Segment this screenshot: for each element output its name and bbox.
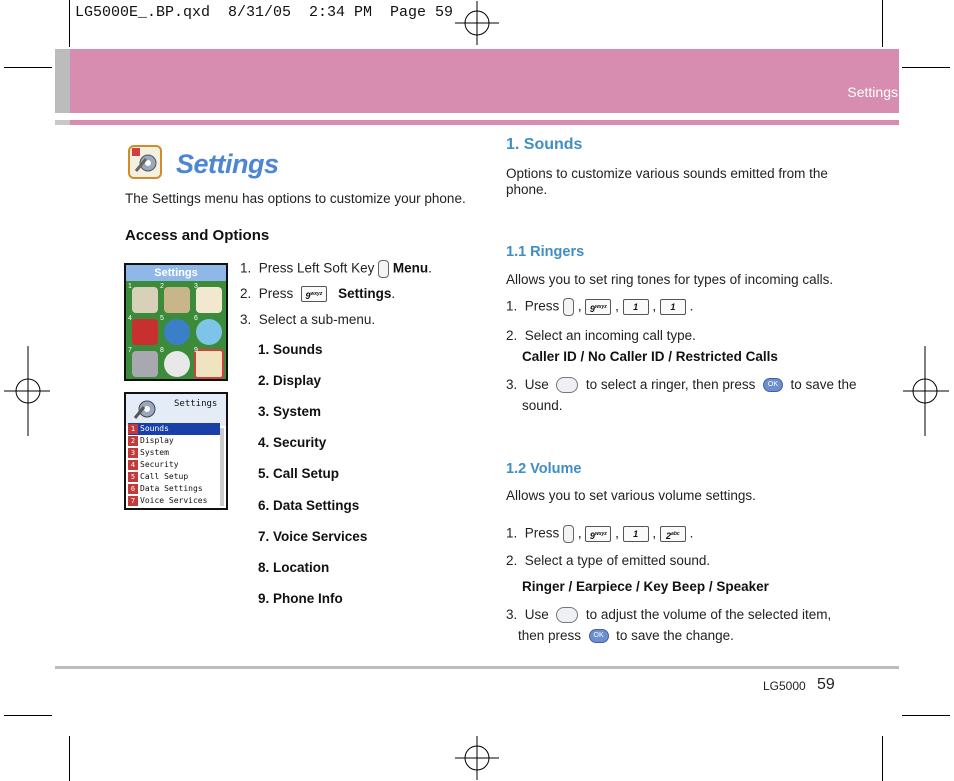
- submenu-item: 4. Security: [258, 435, 327, 450]
- submenu-item: 2. Display: [258, 373, 322, 388]
- navigation-key-icon: [556, 607, 578, 623]
- list-item: 1 Sounds: [128, 423, 220, 435]
- volume-description: Allows you to set various volume settings.: [506, 488, 756, 503]
- menu-grid-icon: [164, 351, 190, 377]
- screen-header: [126, 394, 226, 426]
- menu-grid-icon: [196, 319, 222, 345]
- step-3: 3. Select a sub-menu.: [240, 312, 376, 327]
- section-title: Settings: [847, 84, 898, 100]
- ringers-heading: 1.1 Ringers: [506, 244, 585, 260]
- menu-grid-icon: [132, 287, 158, 313]
- sounds-heading: 1. Sounds: [506, 136, 583, 153]
- list-item: 6 Data Settings: [128, 483, 220, 495]
- grid-number: 8: [160, 347, 164, 354]
- submenu-item: 1. Sounds: [258, 342, 323, 357]
- footer-rule: [55, 666, 899, 669]
- submenu-item: 9. Phone Info: [258, 591, 343, 606]
- volume-step-2: 2. Select a type of emitted sound.: [506, 553, 711, 568]
- intro-text: The Settings menu has options to customize your phone.: [125, 191, 466, 206]
- page-title: Settings: [176, 149, 279, 179]
- key-9-icon: $9^{wxyz}$: [585, 299, 611, 315]
- navigation-key-icon: [556, 377, 578, 393]
- menu-grid-icon: [132, 351, 158, 377]
- grid-number: 6: [194, 315, 198, 322]
- screen-title: Settings: [126, 265, 226, 281]
- settings-icon: [128, 145, 162, 179]
- left-soft-key-icon: [563, 298, 574, 316]
- menu-grid-icon: [164, 319, 190, 345]
- grid-number: 7: [128, 347, 132, 354]
- page-number: 59: [817, 676, 835, 693]
- list-item: 7 Voice Services: [128, 495, 220, 507]
- header-rule: [55, 120, 899, 125]
- header-band-accent: [55, 49, 70, 113]
- registration-mark: [455, 1, 499, 45]
- phone-screen-settings-list: [124, 392, 228, 510]
- grid-number: 4: [128, 315, 132, 322]
- ok-key-icon: OK: [589, 629, 609, 643]
- footer-model: LG5000: [763, 679, 806, 693]
- registration-mark: [903, 346, 949, 436]
- key-1-icon: 1: [623, 526, 649, 542]
- submenu-item: 5. Call Setup: [258, 466, 340, 481]
- key-9-icon: $9^{wxyz}$: [585, 526, 611, 542]
- crop-mark: [4, 67, 52, 68]
- submenu-item: 6. Data Settings: [258, 498, 360, 513]
- crop-mark: [902, 67, 950, 68]
- crop-mark: [69, 736, 70, 781]
- grid-number: 2: [160, 283, 164, 290]
- header-band: [55, 49, 899, 113]
- grid-number: 5: [160, 315, 164, 322]
- registration-mark: [4, 346, 50, 436]
- key-2-icon: $2^{abc}$: [660, 526, 686, 542]
- ringers-step-1: 1. Press , $9^{wxyz}$ , 1 , 1 .: [506, 298, 694, 314]
- submenu-item: 8. Location: [258, 560, 330, 575]
- crop-mark: [882, 736, 883, 781]
- ringers-step-3-cont: sound.: [522, 398, 563, 413]
- settings-icon: [132, 396, 158, 422]
- step-2: 2. Press $9^{wxyz}$ Settings.: [240, 286, 396, 302]
- grid-number: 9: [194, 347, 198, 354]
- sounds-description: Options to customize various sounds emitted from the phone.: [506, 166, 828, 197]
- menu-grid-icon: [196, 287, 222, 313]
- ringers-options: Caller ID / No Caller ID / Restricted Calls: [522, 349, 778, 364]
- crop-mark: [4, 715, 52, 716]
- header-rule-accent: [55, 120, 70, 125]
- ringers-step-3: 3. Use to select a ringer, then press OK to save the: [506, 377, 857, 392]
- key-1-icon: 1: [623, 299, 649, 315]
- key-1-icon: 1: [660, 299, 686, 315]
- grid-number: 3: [194, 283, 198, 290]
- volume-step-1: 1. Press , $9^{wxyz}$ , 1 , $2^{abc}$ .: [506, 525, 694, 541]
- list-item: 5 Call Setup: [128, 471, 220, 483]
- left-soft-key-icon: [563, 525, 574, 543]
- key-9-icon: $9^{wxyz}$: [301, 286, 327, 302]
- ringers-description: Allows you to set ring tones for types of incoming calls.: [506, 272, 834, 287]
- volume-options: Ringer / Earpiece / Key Beep / Speaker: [522, 579, 769, 594]
- screen-title: Settings: [174, 399, 218, 409]
- menu-grid-icon: [164, 287, 190, 313]
- ok-key-icon: OK: [763, 378, 783, 392]
- step-1: 1. Press Left Soft Key Menu.: [240, 260, 432, 278]
- registration-mark: [455, 736, 499, 780]
- crop-mark: [882, 0, 883, 47]
- crop-mark: [69, 0, 70, 47]
- menu-grid-icon: [132, 319, 158, 345]
- phone-screen-menu-grid: [124, 263, 228, 381]
- volume-step-3: 3. Use to adjust the volume of the selected item,: [506, 607, 832, 622]
- print-slug: LG5000E_.BP.qxd 8/31/05 2:34 PM Page 59: [75, 4, 454, 21]
- left-soft-key-icon: [378, 260, 389, 278]
- scrollbar: [220, 428, 224, 506]
- ringers-step-2: 2. Select an incoming call type.: [506, 328, 696, 343]
- grid-number: 1: [128, 283, 132, 290]
- submenu-item: 7. Voice Services: [258, 529, 368, 544]
- crop-mark: [902, 715, 950, 716]
- volume-step-3-cont: then press OK to save the change.: [518, 628, 734, 643]
- list-item: 3 System: [128, 447, 220, 459]
- access-heading: Access and Options: [125, 227, 270, 244]
- volume-heading: 1.2 Volume: [506, 461, 582, 477]
- menu-grid-icon-selected: [194, 349, 224, 379]
- submenu-item: 3. System: [258, 404, 322, 419]
- list-item: 4 Security: [128, 459, 220, 471]
- list-item: 2 Display: [128, 435, 220, 447]
